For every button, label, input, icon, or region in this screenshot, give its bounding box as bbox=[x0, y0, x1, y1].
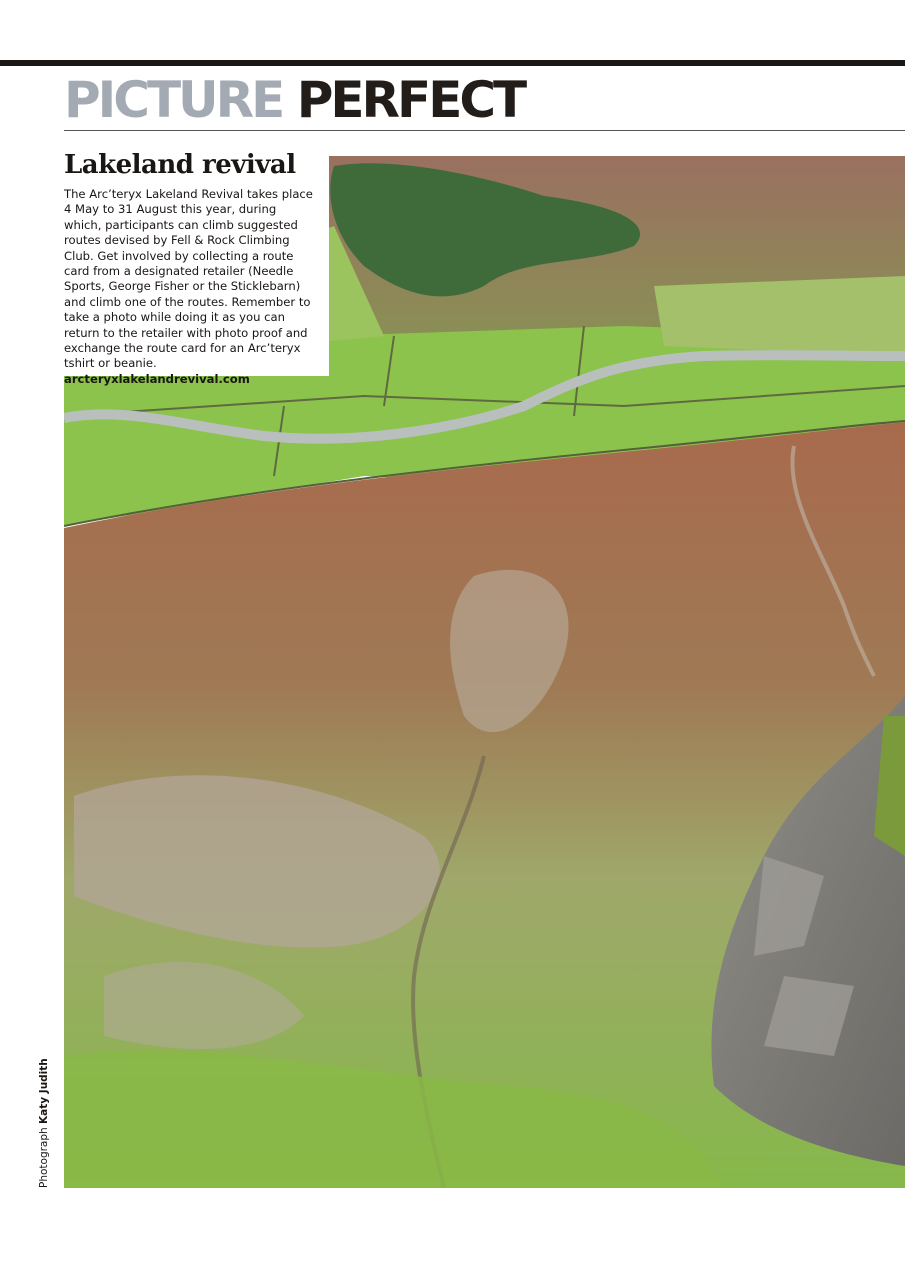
top-rule bbox=[0, 60, 905, 66]
photo-credit-name: Katy Judith bbox=[38, 1058, 50, 1124]
header-word-perfect: PERFECT bbox=[296, 71, 525, 129]
header-rule bbox=[64, 130, 905, 131]
header-word-picture: PICTURE bbox=[64, 71, 283, 129]
article-body bbox=[64, 187, 314, 387]
article-url[interactable]: arcteryxlakelandrevival.com bbox=[64, 371, 250, 386]
article-title: Lakeland revival bbox=[64, 150, 296, 180]
article-body-text: The Arc’teryx Lakeland Revival takes place 4 May to 31 August this year, during which, participants can climb suggested routes devised by Fell & Rock Climbing Club. Get involved by collecting a route card from a designated retailer (Needle Sports, George Fisher or the Sticklebarn) and climb one of the routes. Remember to take a photo while doing it as you can return to the retailer with photo proof and exchange the route card for an Arc’teryx tshirt or beanie. bbox=[64, 187, 313, 371]
section-header bbox=[64, 72, 524, 128]
photo-credit bbox=[38, 1058, 50, 1188]
photo-credit-label: Photograph bbox=[38, 1127, 50, 1188]
